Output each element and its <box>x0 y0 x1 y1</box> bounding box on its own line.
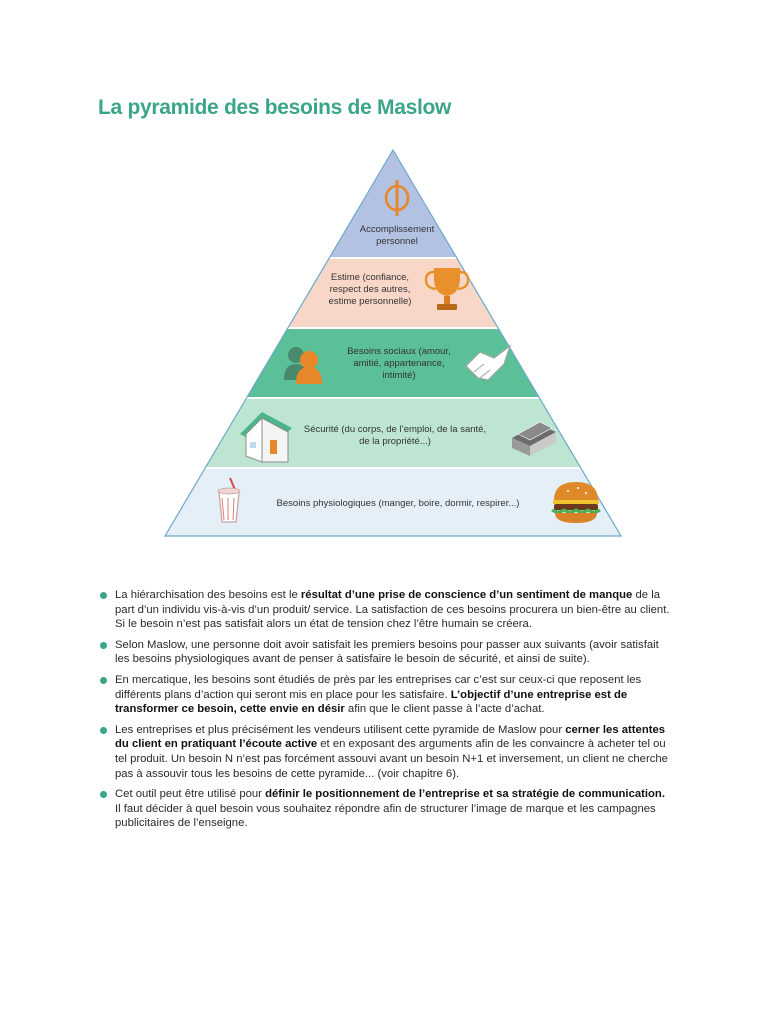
bullet-dot-icon <box>100 677 107 684</box>
bullet-dot-icon <box>100 642 107 649</box>
bullet-text: et en exposant des arguments afin de les convaincre à acheter tel ou tel produit. Un besoin N n’est pas forcément assouvi avant un besoin N+1 et inversement, un client ne cherche pas à assouvir tous les besoins de cette pyramide... (voir chapitre 6). <box>115 738 668 780</box>
bullet-dot-icon <box>100 791 107 798</box>
bullet-emphasis: cerner les attentes du client en pratiquant l’écoute active <box>115 723 666 751</box>
bullet-text: Il faut décider à quel besoin vous souhaitez répondre afin de structurer l’image de marque et les campagnes publicitaires de l’enseigne. <box>115 802 656 830</box>
bullet-text: Cet outil peut être utilisé pour <box>115 788 266 801</box>
bullet-item <box>100 787 670 831</box>
bullet-text: afin que le client passe à l’acte d’achat. <box>344 703 545 716</box>
bullet-text: Les entreprises et plus précisément les vendeurs utilisent cette pyramide de Maslow pour <box>115 723 566 736</box>
bullet-emphasis: résultat d’une prise de conscience d’un sentiment de manque <box>300 589 633 601</box>
bullet-item <box>100 673 670 717</box>
bullet-text: Selon Maslow, une personne doit avoir satisfait les premiers besoins pour passer aux suivants (avoir satisfait les besoins physiologiques avant de penser à satisfaire le besoin de sécurité, et ainsi de suite). <box>115 638 659 666</box>
level-label-physiologiques: Besoins physiologiques (manger, boire, dormir, respirer...) <box>276 498 520 509</box>
bullet-item <box>100 588 670 632</box>
level-label-besoins-sociaux: Besoins sociaux (amour, amitié, appartenance, intimité) <box>347 346 451 381</box>
level-label-securite: Sécurité (du corps, de l’emploi, de la santé, de la propriété...) <box>303 424 487 447</box>
bullet-text: En mercatique, les besoins sont étudiés de près par les entreprises car c’est sur ceux-ci que reposent les différents plans d’action qui seront mis en place pour les satisfaire. <box>115 673 642 701</box>
bullet-emphasis: définir le positionnement de l’entreprise et sa stratégie de communication. <box>265 788 665 801</box>
page-title: La pyramide des besoins de Maslow <box>98 96 452 119</box>
bullet-dot-icon <box>100 727 107 734</box>
bullet-text: de la part d’un individu vis-à-vis d’un produit/ service. La satisfaction de ces besoins procurera un bien-être au client. Si le besoin n’est pas satisfait alors un état de tension chez l’être humain se créera. <box>115 589 670 631</box>
burger-icon <box>552 482 600 523</box>
bullet-item <box>100 723 670 781</box>
bullet-emphasis: L’objectif d’une entreprise est de transformer ce besoin, cette envie en désir <box>115 688 628 716</box>
bullet-item <box>100 638 670 667</box>
level-label-accomplissement: Accomplissement personnel <box>359 224 435 247</box>
bullet-text: La hiérarchisation des besoins est le <box>115 589 301 601</box>
bullet-dot-icon <box>100 592 107 599</box>
level-label-estime: Estime (confiance, respect des autres, estime personnelle) <box>328 272 412 307</box>
bullet-list <box>100 588 670 837</box>
